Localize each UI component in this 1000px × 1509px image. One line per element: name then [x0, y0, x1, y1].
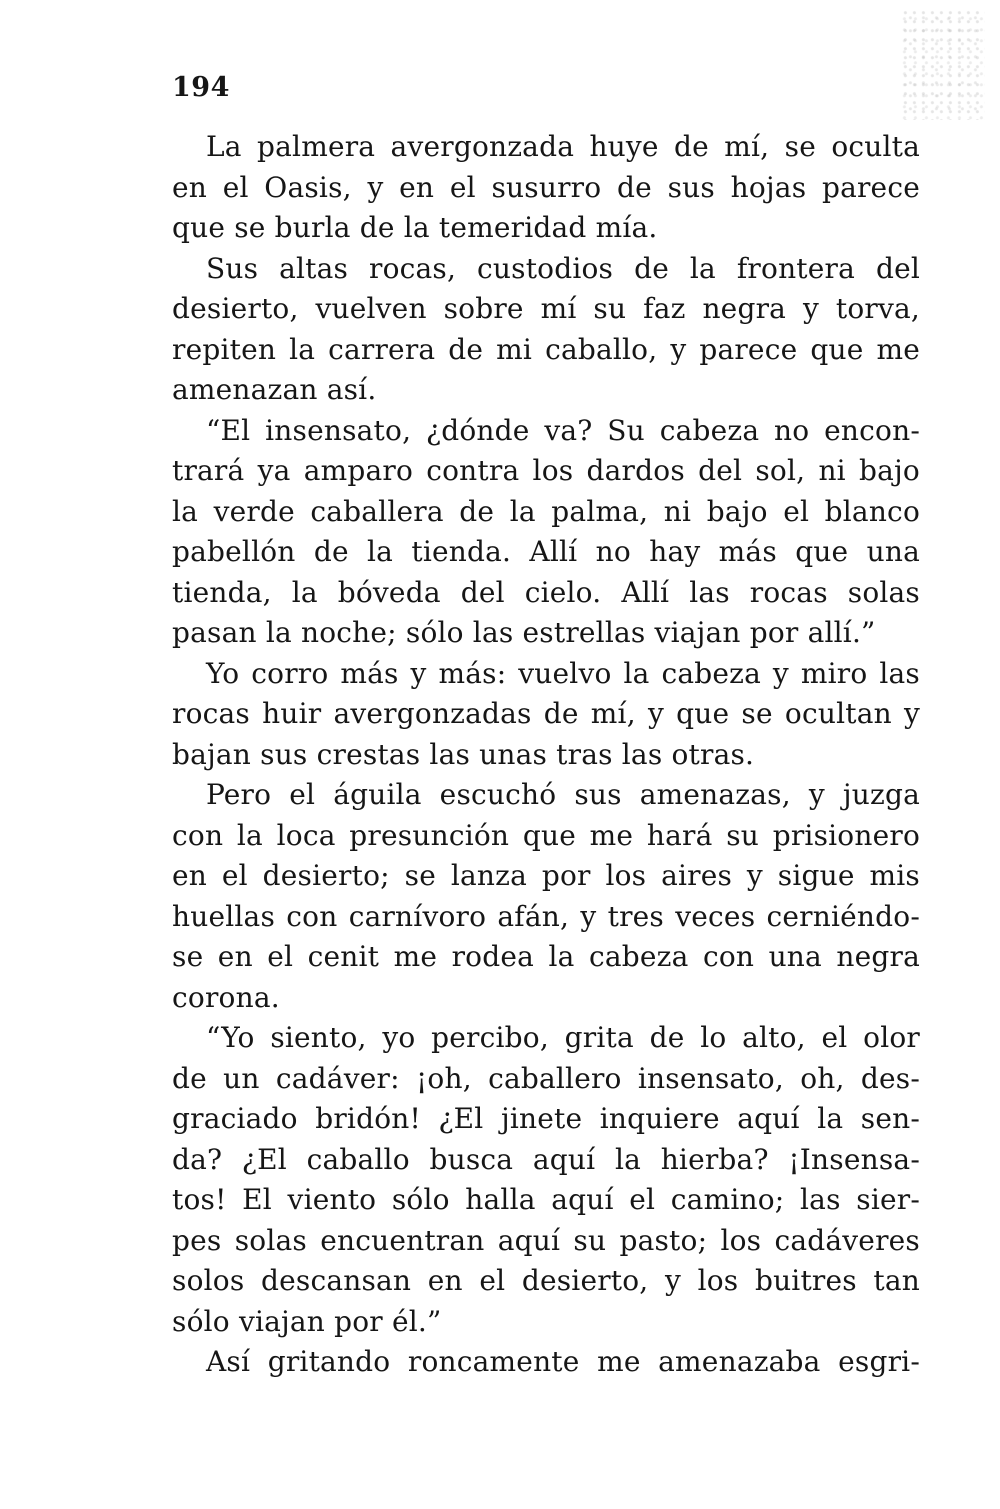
scan-noise [900, 10, 985, 120]
text-line: pasan la noche; sólo las estrellas viajan por allí.” [172, 616, 876, 649]
text-line: bajan sus crestas las unas tras las otras. [172, 737, 755, 771]
text-line: trará ya amparo contra los dardos del sol, ni bajo [172, 454, 920, 487]
text-line: en el Oasis, y en el susurro de sus hojas parece [172, 170, 920, 204]
text-line: de un cadáver: ¡oh, caballero insensato, oh, des- [172, 1061, 920, 1095]
text-line: Yo corro más y más: vuelvo la cabeza y miro las [206, 656, 920, 690]
text-line: La palmera avergonzada huye de mí, se oculta [206, 130, 920, 163]
text-line: graciado bridón! ¿El jinete inquiere aquí la sen- [172, 1102, 920, 1135]
text-line: Así gritando roncamente me amenazaba esgri- [206, 1345, 920, 1378]
text-line: pes solas encuentran aquí su pasto; los cadáveres [172, 1223, 920, 1257]
text-line: da? ¿El caballo busca aquí la hierba? ¡Insensa- [172, 1142, 920, 1176]
text-line: Pero el águila escuchó sus amenazas, y juzga [206, 778, 920, 811]
text-line: amenazan así. [172, 373, 377, 406]
text-line: repiten la carrera de mi caballo, y parece que me [172, 332, 920, 366]
text-line: rocas huir avergonzadas de mí, y que se ocultan y [172, 697, 920, 730]
text-line: “Yo siento, yo percibo, grita de lo alto, el olor [206, 1021, 920, 1054]
text-line: que se burla de la temeridad mía. [172, 211, 658, 244]
text-line: con la loca presunción que me hará su prisionero [172, 818, 920, 852]
text-line: “El insensato, ¿dónde va? Su cabeza no encon- [206, 413, 920, 447]
text-line: corona. [172, 980, 280, 1014]
text-line: pabellón de la tienda. Allí no hay más que una [172, 535, 920, 568]
text-line: se en el cenit me rodea la cabeza con una negra [172, 940, 920, 973]
text-line: sólo viajan por él.” [172, 1304, 442, 1338]
page-number: 194 [172, 72, 230, 103]
text-line: tienda, la bóveda del cielo. Allí las rocas solas [172, 575, 920, 609]
text-line: tos! El viento sólo halla aquí el camino; las sier- [172, 1183, 920, 1216]
text-line: huellas con carnívoro afán, y tres veces cerniéndo- [172, 899, 920, 933]
body-text [172, 127, 920, 1383]
text-line: solos descansan en el desierto, y los buitres tan [172, 1264, 920, 1297]
text-line: la verde caballera de la palma, ni bajo el blanco [172, 494, 920, 528]
text-line: Sus altas rocas, custodios de la frontera del [206, 251, 920, 285]
text-line: en el desierto; se lanza por los aires y sigue mis [172, 859, 920, 892]
text-line: desierto, vuelven sobre mí su faz negra y torva, [172, 292, 920, 325]
